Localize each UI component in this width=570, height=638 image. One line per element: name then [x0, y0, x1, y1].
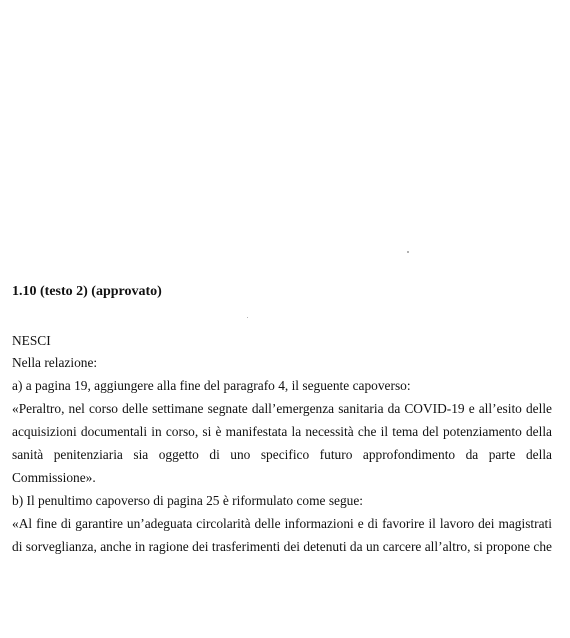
text-line: Nella relazione:: [12, 355, 98, 370]
text-line: Commissione».: [12, 470, 96, 485]
scan-speck: [407, 251, 409, 253]
text-line: «Al fine di garantire un’adeguata circolarità delle informazioni e di favorire il lavoro dei magistrati: [12, 516, 552, 531]
scan-speck: [247, 317, 248, 318]
text-line: a) a pagina 19, aggiungere alla fine del paragrafo 4, il seguente capoverso:: [12, 378, 411, 393]
text-line: b) Il penultimo capoverso di pagina 25 è riformulato come segue:: [12, 493, 364, 508]
amendment-heading: 1.10 (testo 2) (approvato): [12, 284, 162, 299]
text-line: acquisizioni documentali in corso, si è manifestata la necessità che il tema del potenziamento della: [12, 424, 552, 439]
text-line: «Peraltro, nel corso delle settimane segnate dall’emergenza sanitaria da COVID-19 e all’esito delle: [12, 401, 552, 416]
author-name: NESCI: [12, 333, 51, 348]
text-line: di sorveglianza, anche in ragione dei trasferimenti dei detenuti da un carcere all’altro, si propone che: [12, 539, 552, 554]
text-line: sanità penitenziaria sia oggetto di uno specifico futuro approfondimento da parte della: [12, 447, 552, 462]
